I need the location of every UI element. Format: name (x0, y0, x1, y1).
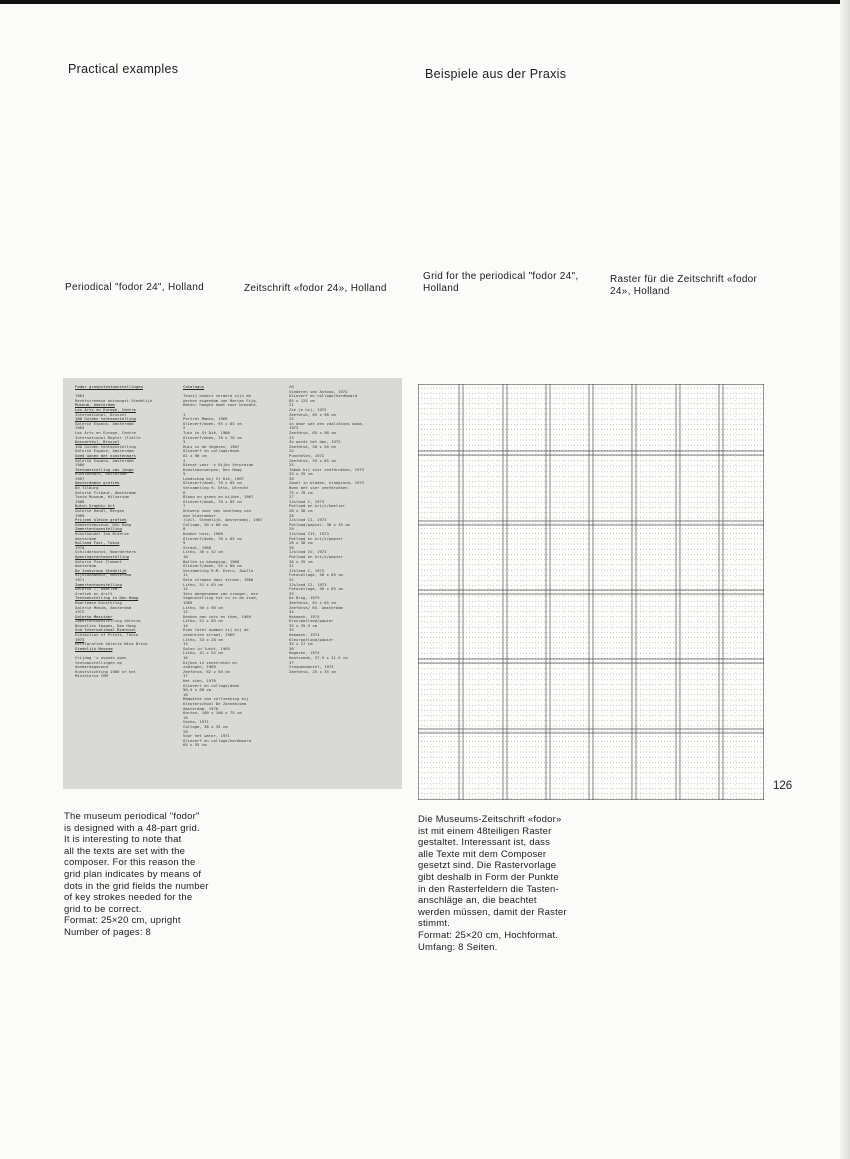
magazine-text-line: Amsterdam (75, 535, 97, 541)
magazine-text-line: Hokmach, 1974 (289, 632, 320, 638)
body-line: Format: 25×20 cm, Hochformat. (418, 929, 559, 941)
magazine-column-catalogue-continued (289, 385, 364, 674)
magazine-text-line: Maquette van zelfzoeking bij (183, 696, 249, 702)
magazine-text-line: 21 (289, 402, 294, 408)
magazine-text-line: 9 (183, 540, 186, 546)
magazine-text-line: Exhibition of Prints, Tokio (75, 632, 139, 638)
magazine-text-line: Gemeentemuseum, Den Haag (75, 521, 132, 527)
caption-de-title: Zeitschrift «fodor 24», Holland (244, 283, 387, 294)
magazine-text-line: 38 x 35 cm (289, 558, 313, 564)
magazine-text-line: Karton, 100 x 100 x 75 cm (183, 710, 242, 716)
magazine-text-line: Rechtstreekse ontvangst Stedelijk (75, 397, 153, 403)
magazine-text-line: Litho, 36 x 52 cm (183, 549, 223, 555)
magazine-text-line: Vrouwenmantel, 1974 (289, 664, 334, 670)
caption-en-grid-line: Grid for the periodical "fodor 24", (423, 271, 579, 282)
caption-de-grid-line: 24», Holland (610, 286, 670, 297)
magazine-text-line: 10 (183, 553, 188, 559)
magazine-text-line: 1965 (75, 425, 85, 431)
body-line: Format: 25×20 cm, upright (64, 915, 181, 927)
magazine-text-line: 16 (183, 655, 188, 661)
body-line: gesetzt sind. Die Rastervorlage (418, 860, 557, 872)
magazine-text-line: 28 x 38 cm (289, 540, 313, 546)
magazine-text-line: 28 x 38 cm (289, 508, 313, 514)
magazine-text-line: Collage, 38 x 35 cm (183, 723, 228, 729)
magazine-text-line: Landschap bij St Dié, 1967 (183, 475, 244, 481)
magazine-text-line: 3 (183, 439, 186, 445)
magazine-text-line: Zowel in bladen, kladgrond, 1973 (289, 480, 364, 486)
header-left: Practical examples (68, 62, 179, 76)
magazine-text-line: 35 x 27 cm (289, 641, 313, 647)
page-number: 126 (773, 780, 793, 792)
body-line: Number of pages: 8 (64, 926, 152, 938)
magazine-text-line: Olieverf/doek, 70 x 85 cm (183, 498, 242, 504)
magazine-text-line: 22 (289, 416, 294, 422)
magazine-text-line: 81 x 90 cm (183, 452, 207, 458)
magazine-text-line: Olieverf en collage/hardboard (183, 737, 251, 743)
magazine-text-line: Maten: hoogte komt voor breedte. (183, 402, 258, 408)
body-line: It is interesting to note that (64, 834, 182, 846)
magazine-text-line: In daar wat een zaalikloos boom, (289, 420, 364, 426)
magazine-text-line: IJsland III, 1973 (289, 531, 329, 536)
magazine-text-line: 31 (289, 563, 294, 569)
magazine-text-line: Bollen in beweging, 1968 (183, 558, 240, 564)
magazine-text-line: Holland Fair, Tokio (75, 540, 120, 546)
magazine-text-line: Boen met vier zeefdrukken (289, 485, 348, 491)
body-line: werden müssen, damit der Raster (418, 906, 567, 918)
magazine-text-line: IJsland I, 1973 (289, 567, 325, 573)
magazine-text-line: IJsland I, 1973 (289, 498, 325, 504)
magazine-text-line: 100 Gulden tentoonstelling (75, 443, 136, 449)
magazine-text-line: Zeefdruk/ RX. Amsterdam (289, 604, 343, 610)
magazine-text-line: Litho, 51 x 65 cm (183, 618, 223, 624)
body-line: is designed with a 48-part grid. (64, 822, 200, 834)
magazine-text-line: Punchelen, 1972 (289, 452, 325, 458)
magazine-column-catalogue (183, 385, 263, 748)
magazine-text-line: 19 (183, 714, 188, 720)
magazine-text-line: 85 x 125 cm (289, 397, 315, 403)
magazine-text-line: Zeefdruk, 62 x 50 cm (183, 668, 230, 674)
magazine-text-line: Galerie Mokum, Amsterdam (75, 604, 132, 610)
magazine-text-line: Zeefdruk, 65 x 98 cm (289, 429, 336, 435)
magazine-text-line: 100 Gulden tentoonstelling (75, 416, 136, 422)
body-text-english (64, 811, 209, 939)
magazine-text-line: Collage, 50 x 60 cm (183, 521, 228, 527)
magazine-text-line: Litho, 33 x 28 cm (183, 636, 223, 642)
body-line: of key strokes needed for the (64, 892, 193, 904)
magazine-text-line: Portret Mamie, 1969 (183, 416, 228, 422)
magazine-text-line: Iets meegenomen van vroeger, een (183, 590, 258, 596)
caption-en-grid-line: Holland (423, 283, 460, 294)
magazine-text-line: Zomertentoonstelling (75, 526, 122, 532)
caption-en-title: Periodical "fodor 24", Holland (65, 282, 204, 293)
magazine-text-line: Zomertentoonstelling (75, 581, 122, 587)
magazine-text-line: Rijksakademie, Amsterdam (75, 572, 132, 578)
magazine-text-line: Tenzij anders vermeld zijn de (183, 393, 251, 399)
body-text-german (418, 814, 567, 953)
magazine-text-line: 1971 (75, 576, 85, 582)
magazine-text-line: Ontwerp voor een voorhang van (183, 508, 251, 514)
magazine-text-line: 37 (289, 659, 294, 665)
magazine-text-line: Galerie Piet Clement (75, 558, 122, 564)
body-line: grid plan indicates by means of (64, 868, 202, 880)
magazine-text-line: 1972 (75, 609, 85, 615)
magazine-text-line: 11 (183, 572, 188, 578)
magazine-text-line: Kunststichting 1960 of het (75, 668, 136, 674)
magazine-text-line: Vinderen van Antona, 1972 (289, 388, 348, 394)
magazine-text-line: 18 (183, 691, 188, 697)
magazine-text-line: Vacha, 1971 (183, 719, 209, 725)
magazine-text-line: Galerie Messidor (75, 613, 113, 619)
caption-de-grid (610, 274, 757, 298)
magazine-text-line: Donker huis, 1968 (183, 531, 223, 536)
magazine-text-line: De Brug, 1973 (289, 595, 320, 601)
body-line: in den Rasterfeldern die Tasten- (418, 883, 559, 895)
magazine-text-line: Olieverf/doek, 70 x 85 cm (183, 535, 242, 541)
magazine-text-line: Litho, 41 x 52 cm (183, 650, 223, 656)
magazine-text-line: Catalogus (183, 384, 205, 389)
magazine-text-line: Zeefdruk, 25 x 35 cm (289, 668, 336, 674)
magazine-text-line: 15 (183, 641, 188, 647)
magazine-text-line: 35 (289, 627, 294, 633)
magazine-text-line: Kleurpotlood/papier (289, 636, 334, 642)
magazine-text-line: Zeefdruk, 61 x 65 cm (289, 599, 336, 605)
magazine-text-line: tentoonstellingen op (75, 659, 122, 665)
magazine-text-line: Nouvelles Images, Den Haag (75, 622, 136, 628)
body-line: dots in the grid fields the number (64, 880, 209, 892)
magazine-text-line: Fotocollage, 50 x 65 cm (289, 572, 343, 578)
magazine-text-line: Zeefdruk, 65 x 98 cm (289, 411, 336, 417)
magazine-text-line: Kleuterschool De Zonnebloem (183, 700, 247, 706)
magazine-text-line: Straat, 1968 (183, 544, 212, 550)
magazine-text-line: Descartes), Brussel (75, 439, 120, 445)
magazine-text-line: Huis in de Vogezen, 1967 (183, 443, 240, 449)
body-line: stimmt. (418, 918, 451, 930)
magazine-text-line: zodingen, 1969 (183, 664, 216, 670)
magazine-text-line: Verzameling H. Otto, Utrecht (183, 485, 249, 491)
magazine-text-line: 29 (289, 526, 294, 532)
magazine-text-line: Grafiek en drift (75, 590, 113, 596)
magazine-text-line: 17 (183, 673, 188, 679)
magazine-text-line: 6 (183, 489, 186, 495)
top-edge (0, 0, 850, 4)
magazine-text-line: 1969 (75, 512, 85, 518)
magazine-text-line: Litho, 51 x 65 cm (183, 581, 223, 587)
magazine-text-line: Hokmach, 1974 (289, 613, 320, 619)
magazine-text-line: Fotocollage, 50 x 65 cm (289, 586, 343, 592)
body-line: grid to be correct. (64, 903, 142, 915)
magazine-text-line: Dievat voor 's Rijks Verpreide (183, 462, 254, 468)
magazine-text-line: 1966 (75, 462, 85, 468)
magazine-text-line: Les Arts en Europe, Centre (75, 429, 136, 435)
layout-grid-diagram (418, 384, 764, 800)
magazine-text-line: 1968 (75, 498, 85, 504)
magazine-text-line: Zomertentoonstelling Galerie (75, 618, 141, 624)
magazine-text-line: Tuin in St Dié, 1966 (183, 429, 230, 435)
magazine-text-line: De Tilburg (75, 485, 99, 491)
magazine-text-line: Denken aan iets en thee, 1969 (183, 613, 251, 619)
magazine-text-line: 20 (289, 384, 294, 389)
magazine-text-line: Amsterdamse grafiek (75, 480, 120, 486)
magazine-text-line: 23 (289, 434, 294, 440)
magazine-text-line: 1964 (75, 393, 85, 399)
magazine-text-line: 1967 (75, 475, 85, 481)
magazine-text-line: Olieverf/doek, 70 x 70 cm (183, 434, 242, 440)
magazine-text-line: Les Arts en Europe, Centre (75, 406, 136, 412)
magazine-text-line: Schilderkunst, Noorderkerk (75, 549, 136, 555)
magazine-text-line: 14 (183, 622, 188, 628)
magazine-text-line: (Coll. Stedelijk, Amsterdam), 1967 (183, 517, 263, 523)
body-line: The museum periodical "fodor" (64, 811, 200, 822)
magazine-text-line: 33 (289, 590, 294, 596)
magazine-text-line: Amsterdam (75, 563, 97, 569)
magazine-text-line: Olieverf/doek, 55 x 80 cm (183, 563, 242, 569)
magazine-text-line: Dutch Graphic Art (75, 503, 115, 509)
magazine-text-line: 65 x 55 cm (183, 742, 207, 748)
magazine-text-line: Galerie Espace, Amsterdam (75, 420, 134, 426)
magazine-text-line: Galerie Espace, Amsterdam (75, 448, 134, 454)
magazine-text-line: IJsland IV, 1973 (289, 549, 327, 555)
magazine-text-line: Haarlemse Kunstkring (75, 599, 122, 605)
magazine-text-line: Tonia Museum, Hilversum (75, 494, 129, 500)
magazine-text-line: Voor het water, 1971 (183, 733, 230, 739)
page-edge-shadow (840, 0, 850, 1159)
magazine-text-line: tegenstelling tot nu in de stad, (183, 595, 258, 601)
magazine-text-line: Verzameling R.M. Evers, Zwolle (183, 567, 254, 573)
magazine-text-line: 4 (183, 457, 186, 463)
magazine-text-line: Potlood en krijt/papier (289, 535, 343, 541)
magazine-text-line: Zie je hij, 1972 (289, 406, 327, 412)
magazine-text-line: 33 x 35 cm (289, 471, 313, 477)
magazine-text-line: 1970 (75, 544, 85, 550)
caption-de-grid-line: Raster für die Zeitschrift «fodor (610, 274, 758, 285)
magazine-text-line: 26 (289, 475, 294, 481)
magazine-text-line: 30 (289, 544, 294, 550)
caption-en-grid (423, 271, 578, 295)
magazine-text-line: Kunsthandel Ina Broerse (75, 531, 129, 536)
magazine-text-line: Olieverf en collage/doek (183, 448, 240, 454)
magazine-page-image (63, 378, 402, 789)
magazine-text-line: zeventien straat, 1969 (183, 632, 235, 638)
magazine-text-line: International, Brussel (75, 411, 127, 417)
magazine-text-line: 27 (289, 494, 294, 500)
magazine-text-line: Potlood en krijt/papier (289, 553, 343, 559)
magazine-text-line: 8 (183, 526, 186, 532)
magazine-text-line: kunstenaars, Rotterdam (75, 471, 127, 477)
magazine-text-line: 36 (289, 645, 294, 651)
magazine-text-line: Potlood/papier, 38 x 35 cm (289, 521, 350, 527)
magazine-text-line: Galerie Fribaut, Amsterdam (75, 489, 136, 495)
magazine-text-line: IJsland II, 1973 (289, 581, 327, 587)
magazine-text-line: 24 (289, 448, 294, 454)
magazine-text-line: 32 (289, 576, 294, 582)
magazine-text-line: Olieverf/doek, 70 x 85 cm (183, 480, 242, 486)
body-line: Die Museums-Zeitschrift «fodor» (418, 814, 562, 825)
magazine-text-line: een kleermaker (183, 512, 216, 518)
magazine-text-line: International Mogler (Tielle (75, 434, 141, 440)
magazine-text-line: Galerie 7, Haarlem (75, 586, 118, 592)
magazine-text-line: 20 (183, 728, 188, 734)
magazine-text-line: 1973 (75, 636, 85, 642)
magazine-text-line: Fodor groepstentoonstellingen (75, 384, 143, 389)
magazine-text-line: Tentoonstelling in Den Haag (75, 595, 139, 601)
magazine-text-line: Olieverf en collage/doek (183, 682, 240, 688)
magazine-text-line: Galen in lucht, 1969 (183, 645, 230, 651)
magazine-text-line: werken eigendom van Marian Fiig. (183, 397, 258, 403)
body-line: Umfang: 8 Seiten. (418, 941, 498, 953)
header-right: Beispiele aus der Praxis (425, 67, 567, 81)
magazine-text-line: Het zien, 1970 (183, 678, 216, 683)
magazine-text-line: Galerie Espace, Amsterdam (75, 457, 134, 463)
magazine-text-line: 35 x 35.5 cm (289, 622, 318, 628)
body-line: gestaltet. Interessant ist, dass (418, 837, 551, 849)
magazine-text-line: Zeefdruk, 50 x 50 cm (289, 443, 336, 449)
magazine-text-line: 1972 (289, 425, 299, 431)
magazine-text-line: Potlood en krijt/kaelier (289, 503, 346, 509)
magazine-text-line: 1969 (183, 599, 193, 605)
magazine-text-line: Even later kwamen zij bij de (183, 627, 249, 633)
magazine-text-line: Blauw en groen en kijken, 1967 (183, 494, 254, 500)
magazine-text-line: 25 (289, 462, 294, 468)
magazine-text-line: Galerie Hendl, Bergen (75, 508, 125, 514)
magazine-text-line: 28 (289, 512, 294, 518)
magazine-text-line: Vrijdag 's avonds open (75, 655, 127, 661)
body-line: composer. For this reason the (64, 857, 196, 869)
magazine-text-line: Olieverf/doek, 95 x 85 cm (183, 420, 242, 426)
magazine-text-line: Ze wordt het dan, 1972 (289, 439, 341, 445)
magazine-text-line: Prijzen kleine grafiek (75, 517, 127, 523)
magazine-text-line: Ministerie CRM (75, 673, 108, 679)
magazine-text-line: 7 (183, 503, 186, 509)
magazine-text-line: Openingstentoonstelling (75, 553, 129, 559)
magazine-text-line: Tabak bij vier zeefdrukken, 1973 (289, 466, 364, 472)
magazine-text-line: Litho, 50 x 90 cm (183, 604, 223, 610)
magazine-text-line: 2 (183, 425, 186, 431)
magazine-text-line: Museum, Amsterdam (75, 402, 115, 408)
magazine-text-line: 34 (289, 609, 294, 615)
magazine-text-line: IJsland II, 1973 (289, 517, 327, 523)
magazine-text-line: Goed wonen met kunstenaars (75, 452, 136, 458)
magazine-text-line: De Jonkvrouw Stedelijk (75, 567, 127, 573)
magazine-text-line: 2nd International Biennial (75, 627, 136, 633)
magazine-text-line: Zeefdruk, 55 x 65 cm (289, 457, 336, 463)
body-line: gibt deshalb in Form der Punkte (418, 871, 559, 883)
magazine-text-line: Hogezen, 1974 (289, 650, 320, 656)
magazine-column-exhibitions (75, 385, 152, 679)
magazine-text-line: 13 (183, 609, 188, 615)
body-line: all the texts are set with the (64, 845, 186, 857)
body-line: ist mit einem 48teiligen Raster (418, 825, 552, 837)
magazine-text-line: Kunstvoorwerpen, Den Haag (183, 466, 242, 472)
magazine-text-line: Kijken in zeestraten en (183, 659, 237, 665)
magazine-text-line: Gele strepen door straat, 1968 (183, 576, 254, 582)
magazine-text-line: Kerstgrafiek Galerie Nina Brink (75, 641, 148, 647)
magazine-text-line: 90.5 x 88 cm (183, 687, 212, 693)
magazine-text-line: 1 (183, 411, 186, 417)
magazine-text-line: Stedelijk Museum (75, 645, 113, 651)
body-line: alle Texte mit dem Composer (418, 848, 547, 860)
magazine-text-line: Kleurpotlood/papier (289, 618, 334, 624)
magazine-text-line: 75 x 70 cm (289, 489, 313, 495)
magazine-text-line: 5 (183, 471, 186, 477)
magazine-text-line: donderdagavond (75, 664, 108, 670)
magazine-text-line: Tentoonstelling van jonge (75, 466, 134, 472)
magazine-text-line: Amsterdam, 1970 (183, 705, 219, 711)
magazine-text-line: 12 (183, 586, 188, 592)
magazine-text-line: Houtsnede, 37.5 x 31.5 cm (289, 655, 348, 661)
body-line: anschläge an, die beachtet (418, 895, 537, 907)
magazine-text-line: Olieverf en collage/hardboard (289, 393, 357, 399)
